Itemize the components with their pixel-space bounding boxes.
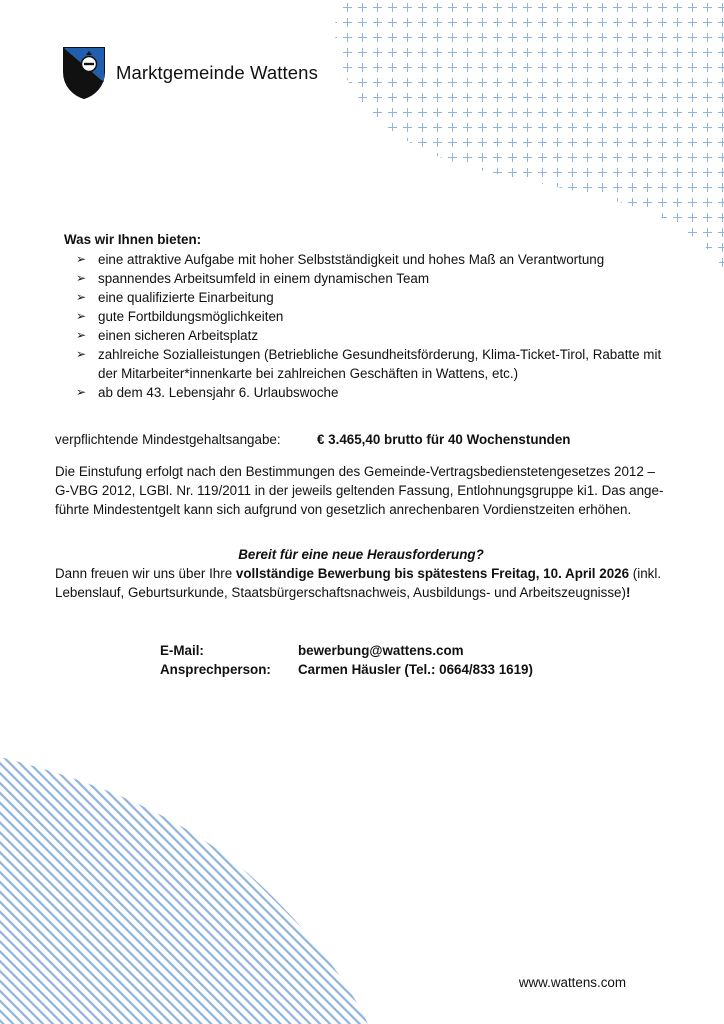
arrow-bullet-icon: ➢ <box>76 347 87 361</box>
list-item: ➢ zahlreiche Sozialleistungen (Betriebliche Gesundheitsförderung, Klima-Ticket-Tirol, Rabatte mit der Mitarbeiter*innenkarte bei zahlreichen Geschäften in Wattens, etc.) <box>76 347 662 381</box>
email-label: E-Mail: <box>160 643 204 658</box>
cta-title: Bereit für eine neue Herausforderung? <box>238 547 484 562</box>
deadline-text: vollständige Bewerbung bis spätestens Freitag, 10. April 2026 <box>235 566 630 581</box>
website-link[interactable]: www.wattens.com <box>518 975 626 990</box>
email-row <box>160 641 533 660</box>
application-call-to-action <box>55 545 667 602</box>
contact-block <box>160 641 533 679</box>
arrow-bullet-icon: ➢ <box>76 385 87 399</box>
arrow-bullet-icon: ➢ <box>76 252 87 266</box>
header <box>62 46 318 100</box>
decorative-stripe-pattern <box>0 745 380 1024</box>
offers-section <box>64 230 684 402</box>
salary-row <box>55 430 675 449</box>
salary-label: verpflichtende Mindestgehaltsangabe: <box>55 432 281 447</box>
arrow-bullet-icon: ➢ <box>76 271 87 285</box>
list-item: ➢ eine attraktive Aufgabe mit hoher Selbstständigkeit und hohes Maß an Verantwortung <box>76 252 605 267</box>
list-item: ➢ spannendes Arbeitsumfeld in einem dynamischen Team <box>76 271 429 286</box>
offers-list <box>64 250 684 402</box>
contact-person-label: Ansprechperson: <box>160 662 271 677</box>
salary-value: € 3.465,40 brutto für 40 Wochenstunden <box>317 432 571 447</box>
cta-paragraph: Dann freuen wir uns über Ihre vollständige Bewerbung bis spätestens Freitag, 10. April 2026 (inkl. Lebenslauf, Geburtsurkunde, Staatsbürgerschaftsnachweis, Ausbildungs- und Arbeitszeugnisse)! <box>55 566 662 600</box>
arrow-bullet-icon: ➢ <box>76 309 87 323</box>
list-item: ➢ einen sicheren Arbeitsplatz <box>76 328 259 343</box>
contact-person-row <box>160 660 533 679</box>
contact-person-value: Carmen Häusler (Tel.: 0664/833 1619) <box>298 662 533 677</box>
organization-name: Marktgemeinde Wattens <box>116 62 318 83</box>
list-item: ➢ gute Fortbildungsmöglichkeiten <box>76 309 284 324</box>
classification-paragraph: Die Einstufung erfolgt nach den Bestimmungen des Gemeinde-Vertragsbedienstetengesetzes 2012 – G-VBG 2012, LGBl. Nr. 119/2011 in der jeweils geltenden Fassung, Entlohnungsgruppe ki1. Das ange-führte Mindestentgelt kann sich aufgrund von gesetzlich anrechenbaren Vordienstzeiten erhöhen. <box>55 464 664 517</box>
email-address[interactable]: bewerbung@wattens.com <box>298 643 464 658</box>
arrow-bullet-icon: ➢ <box>76 290 87 304</box>
coat-of-arms-logo <box>62 46 106 100</box>
list-item: ➢ eine qualifizierte Einarbeitung <box>76 290 274 305</box>
offers-title: Was wir Ihnen bieten: <box>64 232 202 247</box>
arrow-bullet-icon: ➢ <box>76 328 87 342</box>
list-item: ➢ ab dem 43. Lebensjahr 6. Urlaubswoche <box>76 385 339 400</box>
